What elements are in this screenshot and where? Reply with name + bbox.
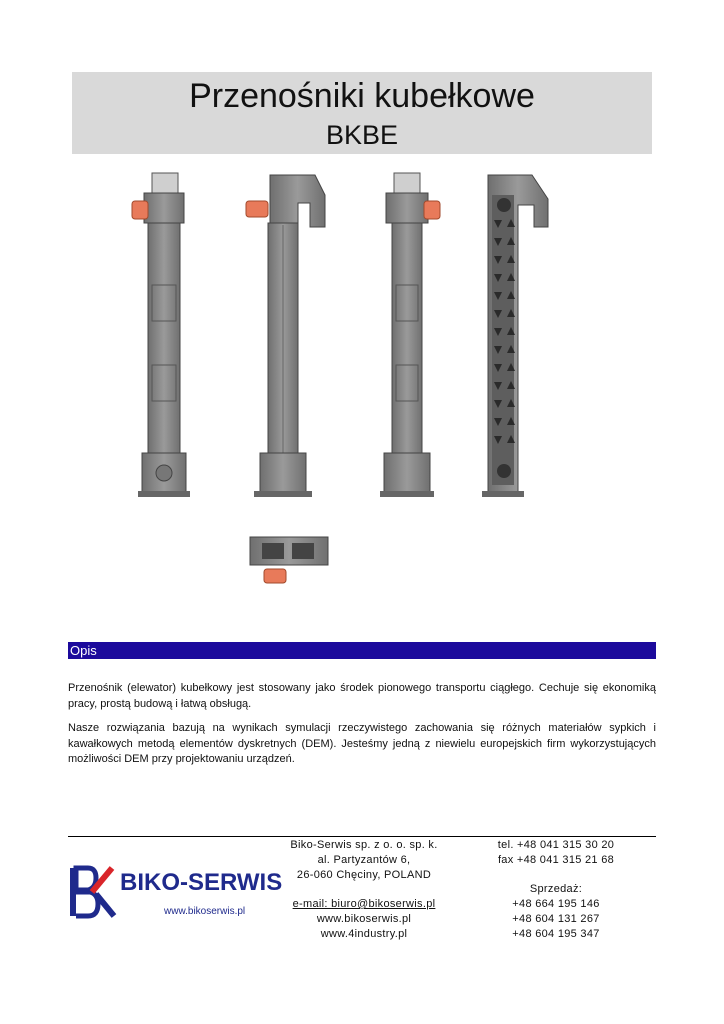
website-link-2[interactable]: www.4industry.pl bbox=[320, 928, 408, 940]
description-paragraph-2: Nasze rozwiązania bazują na wynikach symulacji rzeczywistego zachowania się różnych materiałów sypkich i kawałkowych metodą elementów dyskretnych (DEM). Jesteśmy jedną z niewielu europejskich firm wykorzystujących możliwości DEM przy projektowaniu urządzeń. bbox=[68, 722, 656, 765]
description-paragraph-1: Przenośnik (elewator) kubełkowy jest stosowany jako środek pionowego transportu ciągłego. Cechuje się ekonomiką pracy, prostą budową i łatwą obsługą. bbox=[68, 682, 656, 710]
motor-icon bbox=[264, 569, 286, 583]
website-link-1[interactable]: www.bikoserwis.pl bbox=[316, 913, 412, 925]
contact-info bbox=[478, 838, 634, 942]
elevator-side-view bbox=[246, 175, 325, 497]
elevator-front-view bbox=[132, 173, 190, 497]
company-name: Biko-Serwis sp. z o. o. sp. k. bbox=[290, 839, 438, 851]
company-info bbox=[276, 838, 452, 942]
motor-icon bbox=[132, 201, 148, 219]
footer-divider bbox=[68, 836, 656, 837]
fax-number: fax +48 041 315 21 68 bbox=[497, 854, 615, 866]
section-header-opis: Opis bbox=[68, 642, 656, 659]
page-subtitle: BKBE bbox=[325, 120, 399, 150]
motor-icon bbox=[424, 201, 440, 219]
motor-icon bbox=[246, 201, 268, 217]
company-street: al. Partyzantów 6, bbox=[317, 854, 411, 866]
phone-number: tel. +48 041 315 30 20 bbox=[497, 839, 615, 851]
sales-phone-1: +48 664 195 146 bbox=[512, 898, 600, 910]
sales-label: Sprzedaż: bbox=[529, 883, 583, 895]
logo-url[interactable]: www.bikoserwis.pl bbox=[164, 906, 246, 917]
sales-phone-3: +48 604 195 347 bbox=[512, 928, 600, 940]
email-link[interactable]: e-mail: biuro@bikoserwis.pl bbox=[292, 898, 436, 910]
title-box bbox=[72, 72, 652, 154]
page-title: Przenośniki kubełkowe bbox=[189, 77, 535, 115]
elevator-illustrations bbox=[120, 165, 560, 605]
elevator-top-view bbox=[250, 537, 328, 583]
elevator-section-view bbox=[482, 175, 548, 497]
sales-phone-2: +48 604 131 267 bbox=[512, 913, 600, 925]
company-city: 26-060 Chęciny, POLAND bbox=[296, 869, 432, 881]
logo-text: BIKO-SERWIS bbox=[120, 869, 283, 896]
elevator-rear-view bbox=[380, 173, 440, 497]
